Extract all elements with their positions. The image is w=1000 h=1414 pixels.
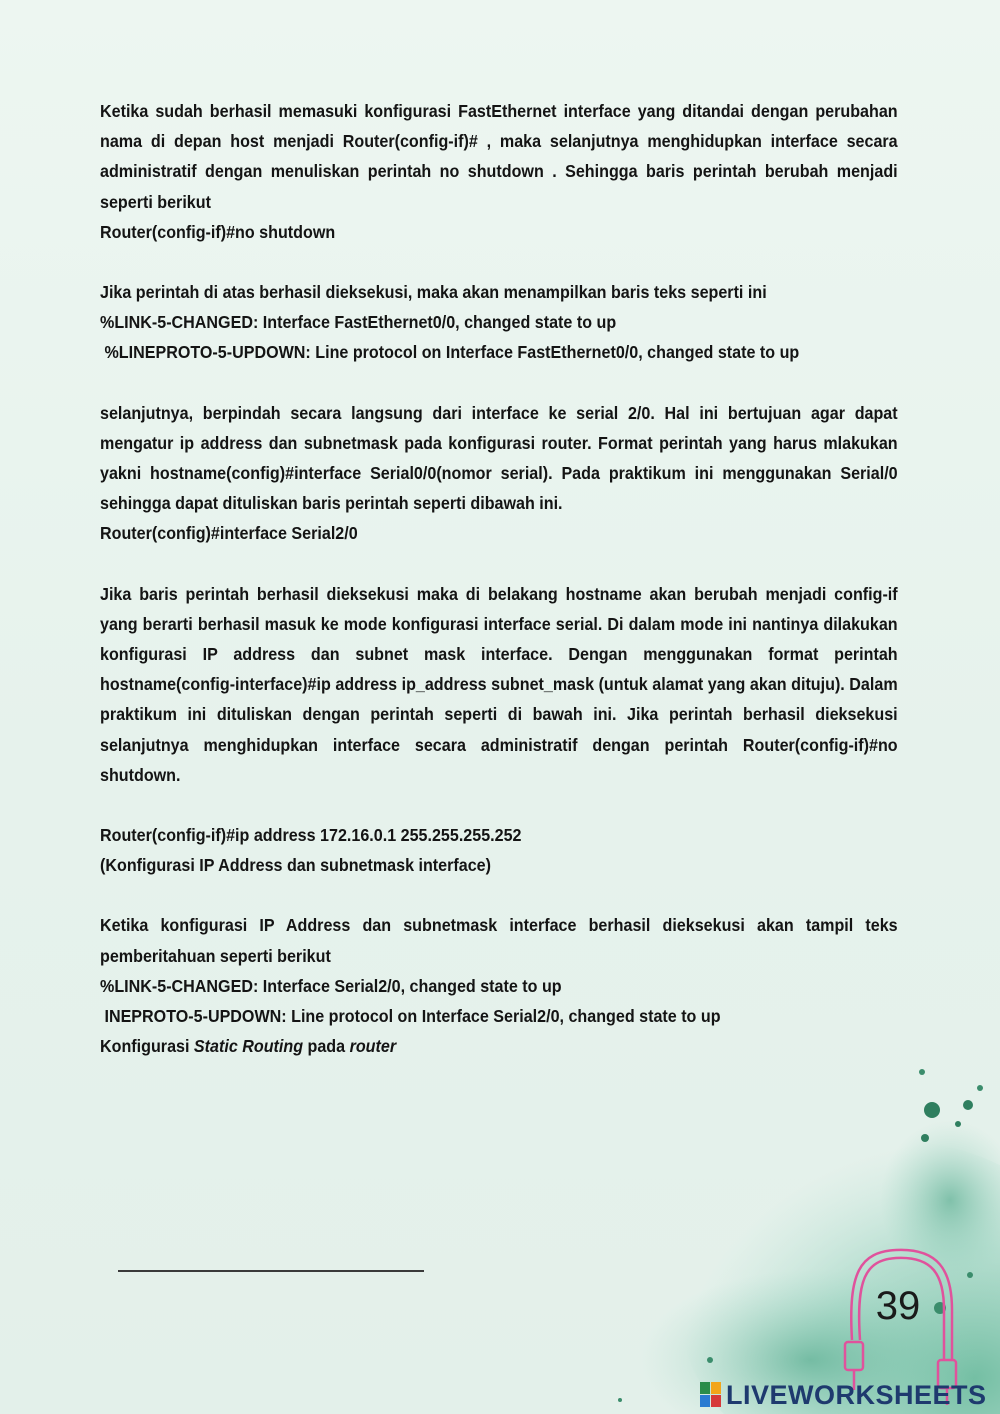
section-heading-static-routing: Konfigurasi Static Routing pada router bbox=[100, 1036, 397, 1057]
paragraph-fastethernet-intro: Ketika sudah berhasil memasuki konfigurasi FastEthernet interface yang ditandai dengan perubahan nama di depan host menjadi Router(config-if)# , maka selanjutnya menghidupkan interface secara administratif dengan menuliskan perintah no shutdown . Sehingga baris perintah berubah menjadi seperti berikut bbox=[100, 101, 898, 212]
command-ip-address: Router(config-if)#ip address 172.16.0.1 255.255.255.252 bbox=[100, 825, 522, 846]
paragraph-serial-config: Jika baris perintah berhasil dieksekusi maka di belakang hostname akan berubah menjadi config-if yang berarti berhasil masuk ke mode konfigurasi interface serial. Di dalam mode ini nantinya dilakukan konfigurasi IP address dan subnet mask interface. Dengan menggunakan format perintah hostname(config-interface)#ip address ip_address subnet_mask (untuk alamat yang akan dituju). Dalam praktikum ini dituliskan dengan perintah seperti di bawah ini. Jika perintah berhasil dieksekusi selanjutnya menghidupkan interface secara administratif dengan perintah Router(config-if)#no shutdown. bbox=[100, 583, 898, 785]
command-no-shutdown: Router(config-if)#no shutdown bbox=[100, 221, 336, 242]
paragraph-serial-intro: selanjutnya, berpindah secara langsung dari interface ke serial 2/0. Hal ini bertujuan agar dapat mengatur ip address dan subnetmask pada konfigurasi router. Format perintah yang harus mlakukan yakni hostname(config)#interface Serial0/0(nomor serial). Pada praktikum ini menggunakan Serial/0 sehingga dapat dituliskan baris perintah seperti dibawah ini. bbox=[100, 402, 898, 514]
paragraph-execution-result: Jika perintah di atas berhasil dieksekusi, maka akan menampilkan baris teks seperti ini bbox=[100, 282, 767, 303]
output-lineproto-serial: INEPROTO-5-UPDOWN: Line protocol on Interface Serial2/0, changed state to up bbox=[100, 1006, 721, 1027]
liveworksheets-logo[interactable] bbox=[700, 1378, 987, 1412]
page-number: 39 bbox=[875, 1284, 921, 1328]
paragraph-notification: Ketika konfigurasi IP Address dan subnetmask interface berhasil dieksekusi akan tampil teks pemberitahuan seperti berikut bbox=[100, 915, 898, 966]
brand-name: LIVEWORKSHEETS bbox=[726, 1379, 987, 1410]
command-ip-address-note: (Konfigurasi IP Address dan subnetmask interface) bbox=[100, 855, 491, 876]
footnote-divider bbox=[118, 1270, 424, 1272]
document-body bbox=[100, 96, 898, 1061]
output-link-changed-serial: %LINK-5-CHANGED: Interface Serial2/0, changed state to up bbox=[100, 975, 562, 996]
output-link-changed-fa: %LINK-5-CHANGED: Interface FastEthernet0/0, changed state to up bbox=[100, 312, 617, 333]
watercolor-splash-decoration bbox=[560, 1060, 1000, 1414]
command-interface-serial: Router(config)#interface Serial2/0 bbox=[100, 523, 358, 544]
output-lineproto-fa: %LINEPROTO-5-UPDOWN: Line protocol on Interface FastEthernet0/0, changed state to up bbox=[100, 342, 800, 363]
liveworksheets-icon bbox=[700, 1382, 722, 1408]
